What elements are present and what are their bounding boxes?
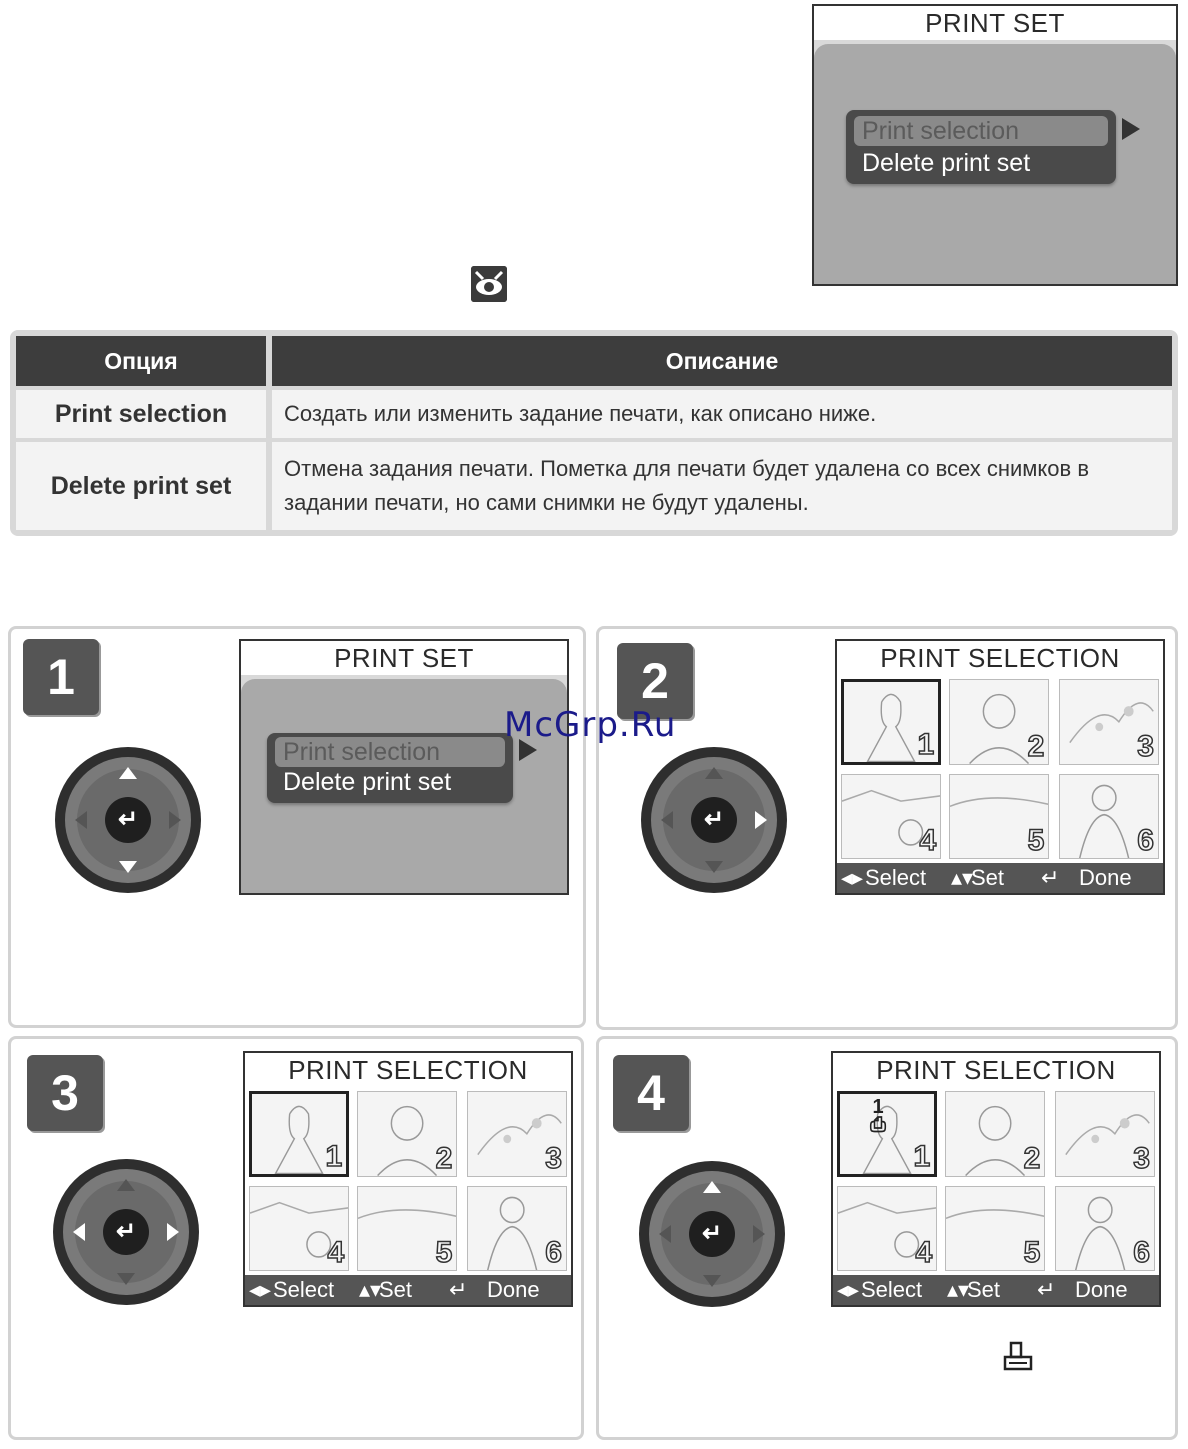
thumbnail-number: 2 (1027, 729, 1045, 763)
thumbnail[interactable] (837, 1091, 937, 1177)
thumbnail-number: 3 (1133, 1141, 1150, 1175)
hint-select: Select (861, 1277, 923, 1302)
screen-title: PRINT SELECTION (833, 1053, 1159, 1087)
step-panel (8, 1036, 584, 1440)
menu-item-print-selection[interactable]: Print selection (275, 737, 505, 767)
thumbnail-number: 4 (919, 824, 937, 858)
thumbnail[interactable] (949, 679, 1049, 765)
menu-item-delete-print-set[interactable]: Delete print set (283, 768, 452, 796)
hint-set: Set (971, 865, 1005, 890)
print-selection-screen (831, 1051, 1161, 1307)
thumbnail-grid (841, 679, 1159, 861)
menu-item-print-selection[interactable]: Print selection (854, 116, 1108, 146)
screen-title: PRINT SELECTION (245, 1053, 571, 1087)
thumbnail[interactable] (1059, 679, 1159, 765)
screen-body (814, 44, 1176, 284)
step-number: 3 (27, 1055, 103, 1131)
thumbnail[interactable] (1055, 1186, 1155, 1272)
thumbnail[interactable] (357, 1091, 457, 1177)
thumbnail-grid (837, 1091, 1155, 1273)
print-set-screen (239, 639, 569, 895)
screen-title: PRINT SELECTION (837, 641, 1163, 675)
row-description: Отмена задания печати. Пометка для печати будет удалена со всех снимков в задании печати, но сами снимки не будут удалены. (272, 442, 1172, 530)
hint-set: Set (379, 1277, 413, 1302)
thumbnail[interactable] (467, 1186, 567, 1272)
thumbnail-number: 6 (1133, 1236, 1150, 1270)
thumbnail[interactable] (945, 1091, 1045, 1177)
hint-bar: ◂▸ Select ▴▾ Set ↵ Done (837, 863, 1163, 893)
thumbnail[interactable] (357, 1186, 457, 1272)
header-description: Описание (272, 336, 1172, 386)
header-option: Опция (16, 336, 266, 386)
thumbnail-number: 3 (1137, 729, 1154, 763)
printer-icon: ⎙ (870, 1114, 886, 1136)
step-panel (8, 626, 586, 1028)
printer-icon (1001, 1339, 1035, 1375)
multi-selector-icon: ↵ (639, 1161, 785, 1307)
step-number: 4 (613, 1055, 689, 1131)
thumbnail-grid (249, 1091, 567, 1273)
screen-title: PRINT SET (241, 641, 567, 675)
menu-item-delete-print-set[interactable]: Delete print set (862, 149, 1031, 177)
step-panel (596, 626, 1178, 1030)
hint-select: Select (865, 865, 927, 890)
multi-selector-icon: ↵ (641, 747, 787, 893)
thumbnail-number: 6 (1137, 824, 1154, 858)
thumbnail-number: 6 (545, 1236, 562, 1270)
thumbnail-number: 1 (917, 727, 935, 761)
row-description: Создать или изменить задание печати, как описано ниже. (272, 390, 1172, 438)
thumbnail[interactable] (945, 1186, 1045, 1272)
multi-selector-icon: ↵ (55, 747, 201, 893)
thumbnail-number: 3 (545, 1141, 562, 1175)
thumbnail-number: 5 (435, 1236, 453, 1270)
thumbnail[interactable] (841, 774, 941, 860)
print-selection-screen (243, 1051, 573, 1307)
menu-box (846, 110, 1116, 184)
thumbnail-number: 2 (1023, 1141, 1041, 1175)
hint-set: Set (967, 1277, 1001, 1302)
thumbnail-number: 2 (435, 1141, 453, 1175)
thumbnail[interactable] (837, 1186, 937, 1272)
options-table (10, 330, 1178, 536)
row-option: Delete print set (16, 442, 266, 530)
thumbnail[interactable] (949, 774, 1049, 860)
print-count: 1 (872, 1096, 884, 1118)
glasses-icon (471, 266, 507, 302)
print-mark (870, 1098, 886, 1134)
thumbnail[interactable] (249, 1091, 349, 1177)
thumbnail-number: 4 (327, 1236, 345, 1270)
step-number: 2 (617, 643, 693, 719)
step-panel (596, 1036, 1178, 1440)
thumbnail[interactable] (841, 679, 941, 765)
hint-bar: ◂▸ Select ▴▾ Set ↵ Done (833, 1275, 1159, 1305)
top-print-set-screen (812, 4, 1178, 286)
watermark: McGrp.Ru (504, 705, 677, 745)
right-arrow-icon (1122, 118, 1140, 140)
hint-done: Done (487, 1277, 540, 1302)
hint-bar: ◂▸ Select ▴▾ Set ↵ Done (245, 1275, 571, 1305)
thumbnail-number: 1 (325, 1139, 343, 1173)
thumbnail-number: 4 (915, 1236, 933, 1270)
menu-box (267, 733, 513, 803)
hint-done: Done (1079, 865, 1132, 890)
multi-selector-icon: ↵ (53, 1159, 199, 1305)
thumbnail-number: 5 (1027, 824, 1045, 858)
thumbnail[interactable] (249, 1186, 349, 1272)
screen-title: PRINT SET (814, 6, 1176, 40)
step-number: 1 (23, 639, 99, 715)
hint-done: Done (1075, 1277, 1128, 1302)
print-selection-screen (835, 639, 1165, 895)
row-option: Print selection (16, 390, 266, 438)
hint-select: Select (273, 1277, 335, 1302)
thumbnail-number: 5 (1023, 1236, 1041, 1270)
thumbnail[interactable] (467, 1091, 567, 1177)
thumbnail[interactable] (1055, 1091, 1155, 1177)
thumbnail[interactable] (1059, 774, 1159, 860)
thumbnail-number: 1 (913, 1139, 931, 1173)
